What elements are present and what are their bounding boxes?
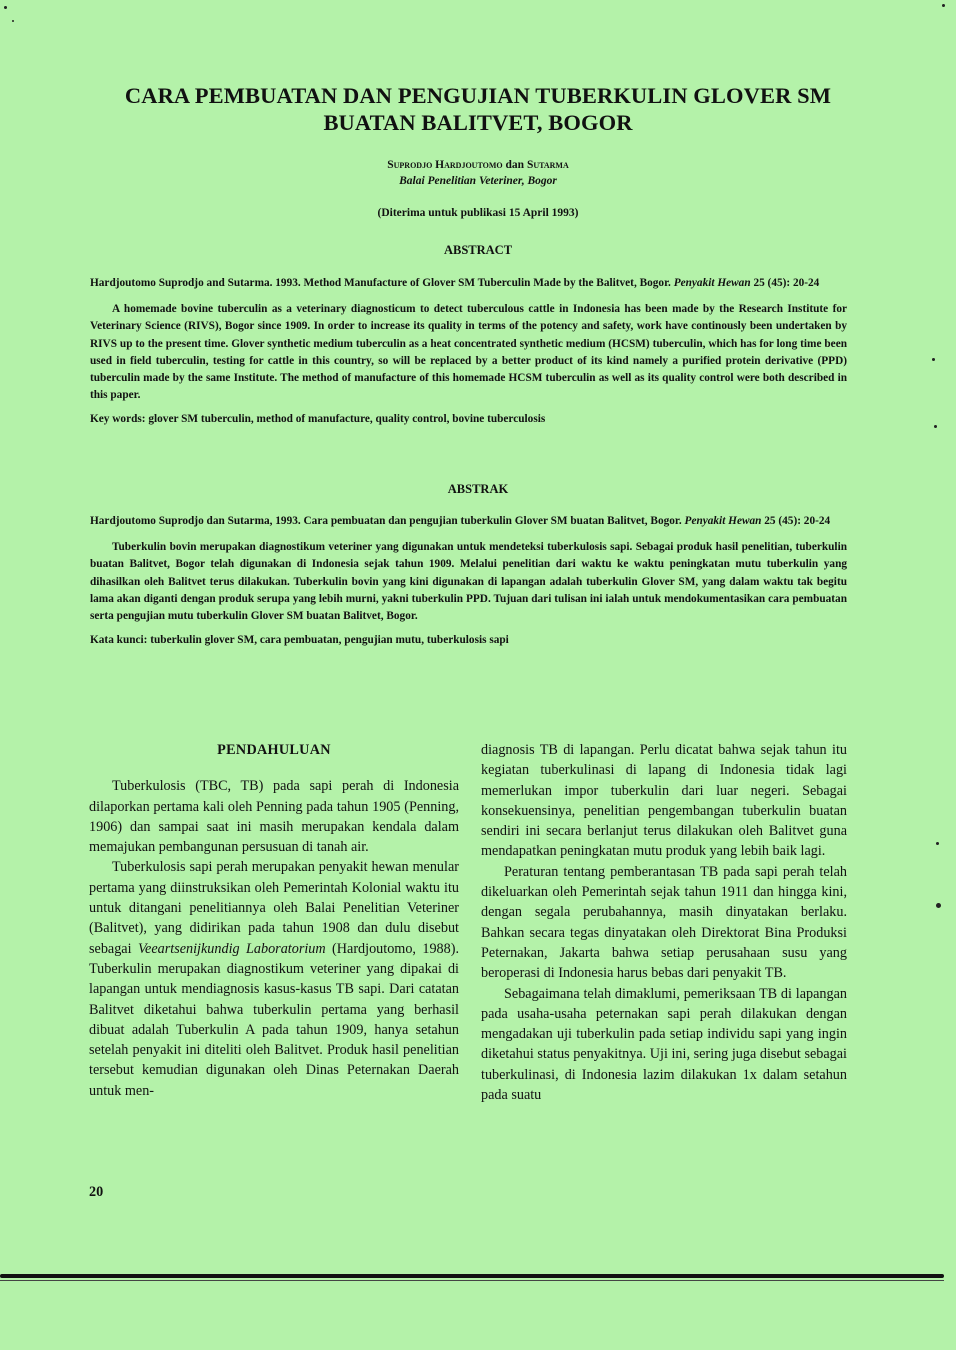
paragraph-2-italic: Veeartsenijkundig Laboratorium	[137, 940, 326, 957]
author-2: Sutarma	[526, 159, 569, 171]
paragraph-2-part-a: Tuberkulosis sapi perah merupakan penyakit hewan menular pertama yang diinstruksikan oleh Pemerintah Kolonial waktu itu untuk ditangani penelitiannya oleh Balai Penelitian Veteriner (Balitvet), yang didirikan pada tahun 1908 dan dulu disebut sebagai	[89, 859, 459, 957]
citation-journal: Penyakit Hewan	[673, 277, 751, 289]
received-date: (Diterima untuk publikasi 15 April 1993)	[377, 207, 579, 219]
scan-speck	[942, 4, 945, 7]
paragraph-1: Tuberkulosis (TBC, TB) pada sapi perah di Indonesia dilaporkan pertama kali oleh Penning pada tahun 1905 (Penning, 1906) dan sampai saat ini masih merupakan kendala dalam memajukan pembangunan persusuan di tanah air.	[89, 778, 459, 856]
abstract-en-keywords	[90, 411, 847, 428]
abstract-en	[90, 275, 847, 429]
scan-speck	[932, 358, 935, 361]
paragraph-2-part-b: (Hardjoutomo, 1988). Tuberkulin merupakan diagnostikum veteriner yang dipakai di lapangan untuk mendiagnosis kasus-kasus TB sapi. Dari catatan Balitvet diketahui bahwa tuberkulin pertama yang berhasil dibuat adalah Tuberkulin A pada tahun 1909, hanya setahun setelah penyakit ini diteliti oleh Balitvet. Produk hasil penelitian tersebut kemudian digunakan oleh Dinas Peternakan Daerah untuk men-	[89, 940, 460, 1099]
citation-volume: 25 (45): 20-24	[753, 277, 820, 289]
authors	[60, 157, 896, 173]
scan-speck	[936, 842, 939, 845]
keywords-text: tuberkulin glover SM, cara pembuatan, pengujian mutu, tuberkulosis sapi	[150, 634, 509, 647]
bottom-rule	[0, 1274, 944, 1278]
abstract-id	[90, 513, 847, 649]
citation-text: Hardjoutomo Suprodjo dan Sutarma, 1993. Cara pembuatan dan pengujian tuberkulin Glover SM buatan Balitvet, Bogor.	[90, 515, 682, 527]
paragraph-5: Sebagaimana telah dimaklumi, pemeriksaan TB di lapangan pada usaha-usaha peternakan sapi perah dilakukan dengan mengadakan uji tuberkulin pada setiap individu sapi yang ingin diketahui status penyakitnya. Uji ini, sering juga disebut sebagai tuberkulinasi, di Indonesia lazim dilakukan 1x dalam setahun pada suatu	[481, 985, 847, 1104]
citation-journal: Penyakit Hewan	[684, 515, 762, 527]
abstrak-heading: ABSTRAK	[447, 482, 509, 496]
bottom-rule-thin	[0, 1280, 944, 1281]
body-column-right	[481, 740, 847, 1105]
paragraph-2	[89, 857, 459, 1101]
scan-speck	[936, 903, 941, 908]
title-line-1: CARA PEMBUATAN DAN PENGUJIAN TUBERKULIN GLOVER SM	[124, 83, 832, 108]
citation-volume: 25 (45): 20-24	[764, 515, 831, 527]
author-conjunction: dan	[505, 159, 525, 171]
keywords-label: Key words:	[90, 413, 146, 426]
abstract-id-citation	[90, 513, 847, 530]
abstract-en-citation	[90, 275, 847, 292]
body-column-left	[89, 740, 459, 1101]
scan-speck	[12, 20, 14, 22]
scan-speck	[934, 425, 937, 428]
page-number: 20	[89, 1184, 104, 1200]
keywords-label: Kata kunci:	[90, 634, 148, 647]
abstract-id-keywords	[90, 632, 847, 649]
section-heading-pendahuluan: PENDAHULUAN	[217, 742, 331, 758]
title-line-2: BUATAN BALITVET, BOGOR	[323, 110, 633, 135]
abstract-en-body: A homemade bovine tuberculin as a veterinary diagnosticum to detect tuberculous cattle in Indonesia has been made by the Research Institute for Veterinary Science (RIVS), Bogor since 1909. In order to increase its quality in terms of the potency and safety, work have continously been undertaken by RIVS up to the present time. Glover synthetic medium tuberculin as a heat concentrated synthetic medium (HCSM) tuberculin, which has for long time been used in field tuberculin, testing for cattle in this country, so will be replaced by a better product of its kind namely a purified protein derivative (PPD) tuberculin made by the same Institute. The method of manufacture of this homemade HCSM tuberculin as well as its quality control were both described in this paper.	[90, 303, 847, 402]
affiliation: Balai Penelitian Veteriner, Bogor	[399, 175, 557, 187]
scan-speck	[4, 6, 7, 9]
paragraph-4: Peraturan tentang pemberantasan TB pada sapi perah telah dikeluarkan oleh Pemerintah sejak tahun 1911 dan hingga kini, dengan segala perubahannya, masih dinyatakan berlaku. Bahkan secara tegas dinyatakan oleh Direktorat Bina Produksi Peternakan, Jakarta bahwa setiap perusahaan susu yang beroperasi di Indonesia harus bebas dari penyakit TB.	[481, 863, 847, 982]
citation-text: Hardjoutomo Suprodjo and Sutarma. 1993. Method Manufacture of Glover SM Tuberculin Made by the Balitvet, Bogor.	[90, 277, 671, 289]
abstract-heading: ABSTRACT	[443, 243, 513, 257]
keywords-text: glover SM tuberculin, method of manufacture, quality control, bovine tuberculosis	[148, 413, 546, 426]
author-1: Suprodjo Hardjoutomo	[387, 159, 503, 171]
paper-title	[60, 82, 896, 136]
paragraph-3: diagnosis TB di lapangan. Perlu dicatat bahwa sejak tahun itu kegiatan tuberkulinasi di lapang di Indonesia tidak lagi memerlukan impor tuberkulin dari luar negeri. Sebagai konsekuensinya, penelitian pengembangan tuberkulin buatan sendiri ini secara berlanjut terus dilakukan oleh Balitvet guna mendapatkan peningkatan mutu produk yang lebih baik lagi.	[481, 742, 847, 860]
abstract-id-body: Tuberkulin bovin merupakan diagnostikum veteriner yang digunakan untuk mendeteksi tuberkulosis sapi. Sebagai produk hasil penelitian, tuberkulin buatan Balitvet, Bogor telah digunakan di Indonesia sejak tahun 1909. Melalui penelitian dari waktu ke waktu peningkatan mutu tuberkulin yang dihasilkan oleh Balitvet terus dilakukan. Tuberkulin bovin yang kini digunakan di lapangan adalah tuberkulin Glover SM, yang dalam waktu tak begitu lama akan diganti dengan produk serupa yang lebih murni, yakni tuberkulin PPD. Tujuan dari tulisan ini ialah untuk mendokumentasikan cara pembuatan serta pengujian mutu tuberkulin Glover SM buatan Balitvet, Bogor.	[90, 541, 847, 623]
